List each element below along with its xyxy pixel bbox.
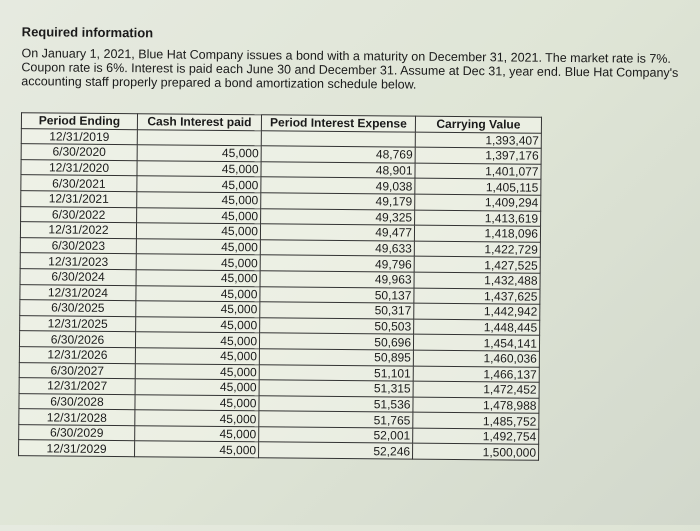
interest-expense-cell: 51,101 [259,364,413,381]
cash-interest-cell: 45,000 [136,254,260,271]
interest-expense-cell [261,130,415,147]
period-ending-cell: 6/30/2027 [19,362,135,379]
period-ending-cell: 6/30/2023 [20,237,136,254]
carrying-value-cell: 1,397,176 [415,147,541,164]
interest-expense-cell: 49,038 [261,177,415,194]
carrying-value-cell: 1,418,096 [414,225,540,242]
period-ending-cell: 6/30/2026 [19,331,135,348]
cash-interest-cell: 45,000 [135,379,259,396]
period-ending-cell: 6/30/2025 [20,300,136,317]
period-ending-cell: 6/30/2029 [19,425,135,442]
cash-interest-cell: 45,000 [135,441,259,458]
cash-interest-cell: 45,000 [136,285,260,302]
cash-interest-cell: 45,000 [136,316,260,333]
cash-interest-cell: 45,000 [135,363,259,380]
interest-expense-cell: 49,963 [260,271,414,288]
carrying-value-cell: 1,466,137 [413,366,539,383]
carrying-value-cell: 1,432,488 [414,272,540,289]
interest-expense-cell: 48,769 [261,146,415,163]
interest-expense-cell: 49,179 [261,193,415,210]
header-cash-interest-paid: Cash Interest paid [137,114,261,131]
period-ending-cell: 12/31/2020 [21,159,137,176]
cash-interest-cell: 45,000 [137,160,261,177]
cash-interest-cell: 45,000 [135,426,259,443]
cash-interest-cell: 45,000 [135,394,259,411]
interest-expense-cell: 49,325 [261,208,415,225]
period-ending-cell: 12/31/2024 [20,284,136,301]
cash-interest-cell: 45,000 [137,145,261,162]
interest-expense-cell: 52,246 [259,442,413,459]
carrying-value-cell: 1,442,942 [414,303,540,320]
period-ending-cell: 12/31/2022 [20,222,136,239]
header-period-interest-expense: Period Interest Expense [261,115,415,132]
interest-expense-cell: 49,477 [260,224,414,241]
carrying-value-cell: 1,427,525 [414,256,540,273]
interest-expense-cell: 51,765 [259,411,413,428]
cash-interest-cell: 45,000 [135,410,259,427]
carrying-value-cell: 1,437,625 [414,288,540,305]
carrying-value-cell: 1,460,036 [413,350,539,367]
interest-expense-cell: 50,696 [259,333,413,350]
period-ending-cell: 12/31/2023 [20,253,136,270]
period-ending-cell: 6/30/2022 [21,206,137,223]
carrying-value-cell: 1,472,452 [413,381,539,398]
cash-interest-cell: 45,000 [136,238,260,255]
carrying-value-cell: 1,422,729 [414,241,540,258]
bond-amortization-table [18,112,542,461]
interest-expense-cell: 49,633 [260,240,414,257]
cash-interest-cell: 45,000 [136,223,260,240]
cash-interest-cell: 45,000 [135,348,259,365]
interest-expense-cell: 48,901 [261,162,415,179]
carrying-value-cell: 1,485,752 [413,412,539,429]
period-ending-cell: 12/31/2028 [19,409,135,426]
interest-expense-cell: 50,317 [260,302,414,319]
cash-interest-cell: 45,000 [137,207,261,224]
cash-interest-cell: 45,000 [136,270,260,287]
carrying-value-cell: 1,492,754 [413,428,539,445]
cash-interest-cell: 45,000 [136,301,260,318]
carrying-value-cell: 1,500,000 [413,444,539,461]
carrying-value-cell: 1,448,445 [414,319,540,336]
period-ending-cell: 12/31/2027 [19,378,135,395]
period-ending-cell: 12/31/2019 [21,128,137,145]
cash-interest-cell: 45,000 [135,332,259,349]
interest-expense-cell: 50,137 [260,286,414,303]
period-ending-cell: 12/31/2025 [20,315,136,332]
period-ending-cell: 12/31/2029 [19,440,135,457]
carrying-value-cell: 1,405,115 [415,179,541,196]
period-ending-cell: 6/30/2021 [21,175,137,192]
period-ending-cell: 12/31/2021 [21,191,137,208]
header-period-ending: Period Ending [21,113,137,130]
carrying-value-cell: 1,409,294 [415,194,541,211]
header-carrying-value: Carrying Value [415,116,541,133]
carrying-value-cell: 1,478,988 [413,397,539,414]
interest-expense-cell: 49,796 [260,255,414,272]
period-ending-cell: 6/30/2028 [19,393,135,410]
period-ending-cell: 6/30/2024 [20,269,136,286]
period-ending-cell: 12/31/2026 [19,347,135,364]
carrying-value-cell: 1,401,077 [415,163,541,180]
table-row [19,440,539,460]
section-heading: Required information [21,24,154,41]
cash-interest-cell: 45,000 [137,176,261,193]
interest-expense-cell: 50,503 [260,317,414,334]
cash-interest-cell [137,129,261,146]
interest-expense-cell: 52,001 [259,427,413,444]
problem-description: On January 1, 2021, Blue Hat Company issues a bond with a maturity on December 31, 2021. The market rate is 7%. Coupon rate is 6%. Interest is paid each June 30 and December 31. Assume at Dec 31, year end. Blue Hat Company's accounting staff properly prepared a bond amortization schedule below. [21,46,679,92]
carrying-value-cell: 1,454,141 [413,334,539,351]
period-ending-cell: 6/30/2020 [21,144,137,161]
interest-expense-cell: 51,315 [259,380,413,397]
interest-expense-cell: 50,895 [259,349,413,366]
cash-interest-cell: 45,000 [137,192,261,209]
carrying-value-cell: 1,413,619 [415,210,541,227]
interest-expense-cell: 51,536 [259,395,413,412]
carrying-value-cell: 1,393,407 [415,132,541,149]
